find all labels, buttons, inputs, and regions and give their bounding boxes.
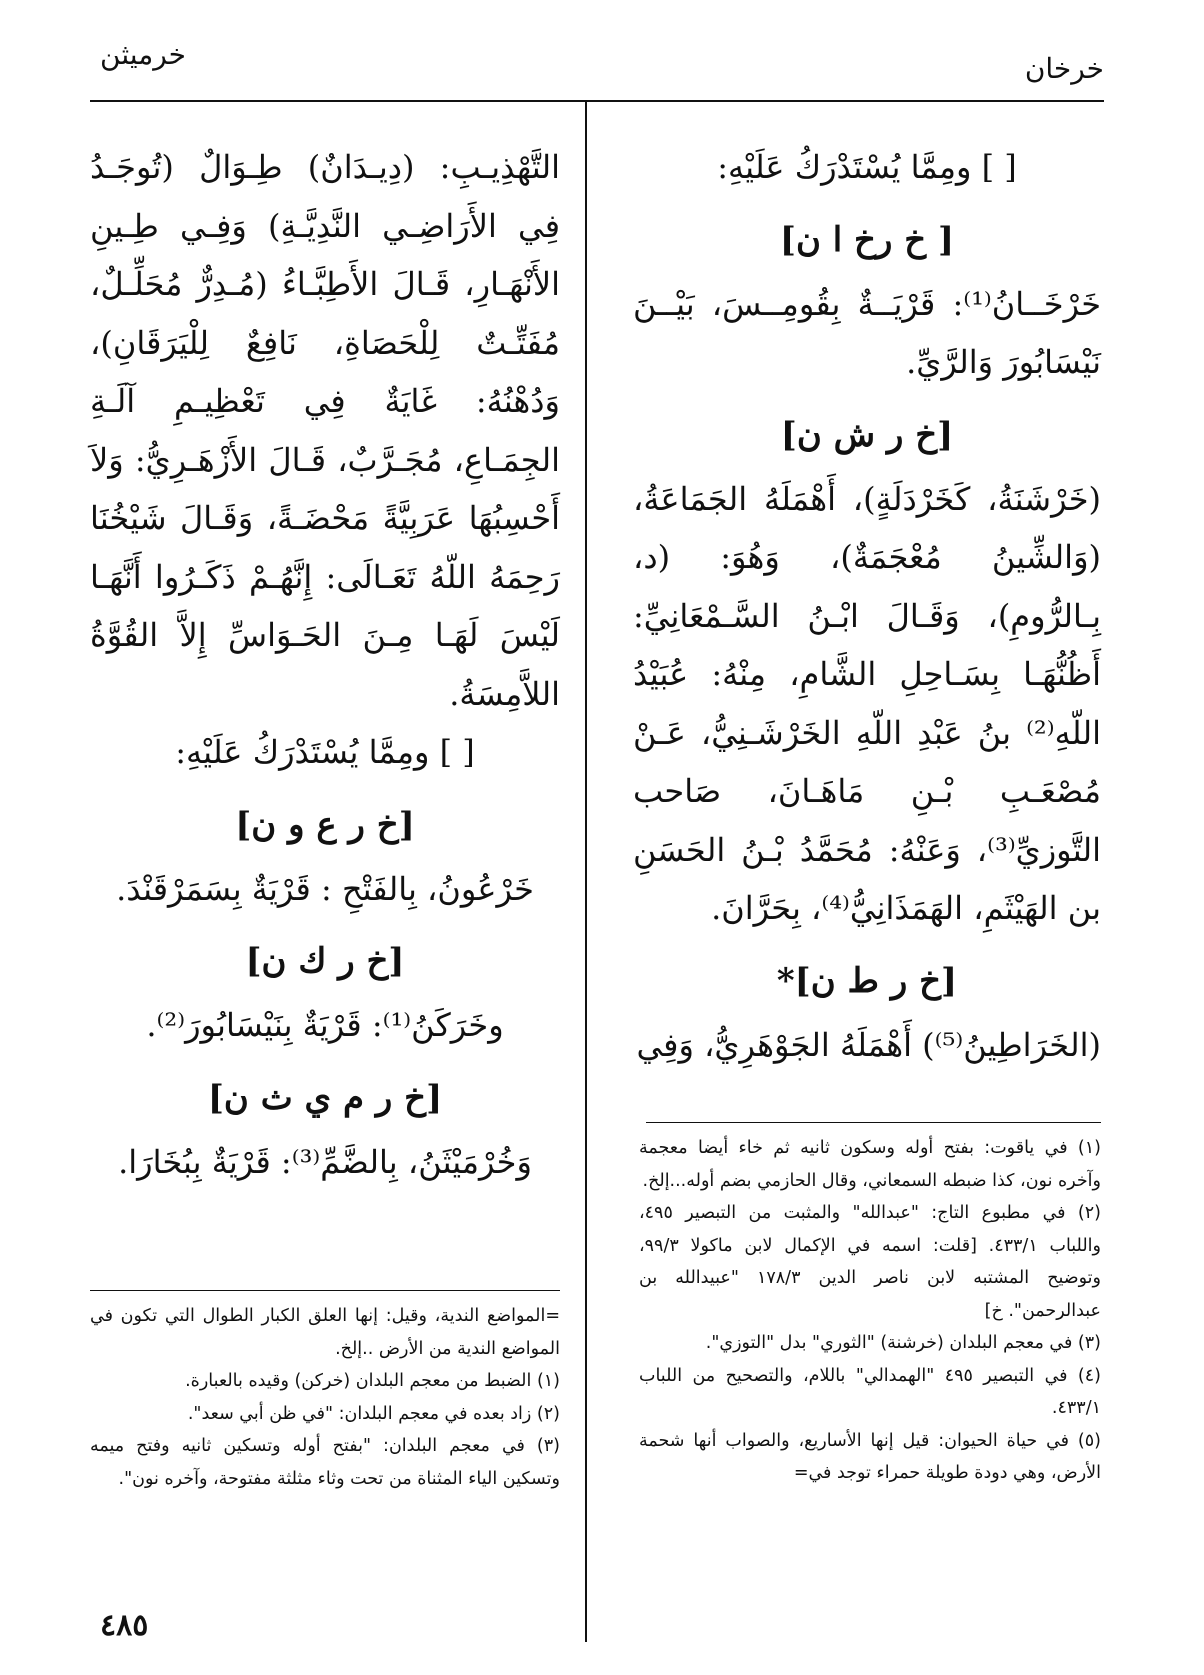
header-left-word: خرميثن [100, 38, 186, 71]
footnote-rule-left [90, 1290, 560, 1291]
right-p1: [ ] ومِمَّا يُسْتَدْرَكُ عَلَيْهِ: [717, 148, 1017, 186]
footnote-right-3: (٣) في معجم البلدان (خرشنة) "الثوري" بدل "التوزي". [705, 1333, 1101, 1353]
footnotes-left [90, 1300, 560, 1495]
header-rule [90, 100, 1104, 102]
right-p3: (خَرْشَنَةُ، كَخَرْدَلَةٍ)، أَهْمَلَهُ الجَمَاعَةُ، (وَالشِّينُ مُعْجَمَةٌ)، وَهُوَ: (د، بِـالرُّومِ)، وَقَـالَ ابْـنُ السَّـمْعَانِيِّ: أَظُنُّهَـا بِسَـاحِلِ الشَّامِ، مِنْهُ: عُبَيْدُ اللّهِ⁽²⁾ بنُ عَبْدِ اللّهِ الخَرْشَـنِيُّ، عَـنْ مُصْعَـبِ بْـنِ مَاهَـانَ، صَاحب التَّوزيِّ⁽³⁾، وَعَنْهُ: مُحَمَّدُ بْـنُ الحَسَنِ بن الهَيْثَمِ، الهَمَذَانِيُّ⁽⁴⁾، بِحَرَّانَ. [633, 479, 1101, 927]
footnote-right-1: (١) في ياقوت: بفتح أوله وسكون ثانيه ثم خاء أيضا معجمة وآخره نون، كذا ضبطه السمعاني، وقال الحازمي بضم أوله...إلخ. [639, 1138, 1101, 1191]
footnote-rule-right [646, 1122, 1101, 1123]
right-p4: (الخَرَاطِينُ⁽⁵⁾) أَهْمَلَهُ الجَوْهَرِيُّ، وَفِي [636, 1025, 1101, 1064]
left-p5: وَخُرْمَيْثَنُ، بِالضَّمِّ⁽³⁾: قَرْيَةٌ بِبُخَارَا. [118, 1142, 532, 1181]
footnote-right-5: (٥) في حياة الحيوان: قيل إنها الأساريع، والصواب أنها شحمة الأرض، وهي دودة طويلة حمراء توجد في= [639, 1430, 1101, 1483]
right-heading-3: [خ ر ط ن]* [776, 960, 958, 1001]
footnote-left-1: (١) الضبط من معجم البلدان (خركن) وقيده بالعبارة. [185, 1371, 560, 1391]
right-heading-2: [خ ر ش ن] [780, 414, 954, 455]
column-divider [585, 102, 587, 1642]
left-heading-1: [خ ر ع و ن] [235, 804, 415, 845]
right-p2: خَرْخَــانُ⁽¹⁾: قَرْيَــةٌ بِقُومِــسَ، بَيْــنَ نَيْسَابُورَ وَالرَّيِّ. [633, 284, 1101, 381]
left-heading-3: [خ ر م ي ث ن] [207, 1077, 443, 1118]
right-heading-1: [ خ رخ ا ن] [779, 219, 955, 260]
left-p2: [ ] ومِمَّا يُسْتَدْرَكُ عَلَيْهِ: [175, 733, 475, 771]
footnote-left-2: (٢) زاد بعده في معجم البلدان: "في ظن أبي سعد". [187, 1403, 560, 1424]
footnote-right-2: (٢) في مطبوع التاج: "عبدالله" والمثبت من التبصير ٤٩٥، واللباب ٤٣٣/١. [قلت: اسمه في الإكمال لابن ماكولا ٩٩/٣، وتوضيح المشتبه لابن ناصر الدين ١٧٨/٣ "عبيدالله بن عبدالرحمن". خ] [639, 1203, 1101, 1321]
left-heading-2: [خ ر ك ن] [245, 941, 405, 981]
footnote-left-3: (٣) في معجم البلدان: "بفتح أوله وتسكين ثانيه وفتح ميمه وتسكين الياء المثناة من تحت وثاء مثلثة مفتوحة، وآخره نون". [90, 1436, 560, 1489]
footnote-right-4: (٤) في التبصير ٤٩٥ "الهمدالي" باللام، والتصحيح من اللباب ٤٣٣/١. [639, 1365, 1101, 1418]
footnote-left-0: =المواضع الندية، وقيل: إنها العلق الكبار الطوال التي تكون في المواضع الندية من الأرض ..إلخ. [90, 1306, 560, 1359]
footnotes-right [639, 1132, 1101, 1490]
page-number: ٤٨٥ [100, 1608, 149, 1643]
left-column [90, 138, 560, 1191]
header-right-word: خرخان [1024, 52, 1104, 85]
left-p3: خَرْعُونُ، بِالفَتْحِ : قَرْيَةٌ بِسَمَرْقَنْدَ. [116, 869, 534, 908]
left-p4: وخَرَكَنُ⁽¹⁾: قَرْيَةٌ بِنَيْسَابُورَ⁽²⁾. [146, 1006, 504, 1044]
right-column [633, 138, 1101, 1074]
left-p1: التَّهْذِيـبِ: (دِيـدَانٌ) طِـوَالٌ (تُوجَـدُ فِي الأَرَاضِـي النَّدِيَّـةِ) وَفِـي طِـينِ الأَنْهَـارِ، قَـالَ الأَطِبَّـاءُ (مُـدِرٌّ مُحَلِّـلٌ، مُفَتِّـتٌ لِلْحَصَاةِ، نَافِعٌ لِلْيَرَقَانِ)، وَدُهْنُهُ: غَايَةٌ فِي تَعْظِيـمِ آلَـةِ الجِمَـاعِ، مُجَـرَّبٌ، قَـالَ الأَزْهَـرِيُّ: وَلاَ أَحْسِبُهَا عَرَبِيَّةً مَحْضَـةً، وَقَـالَ شَيْخُنَا رَحِمَهُ اللّهُ تَعَـالَى: إِنَّهُـمْ ذَكَـرُوا أَنَّهَـا لَيْسَ لَهَـا مِـنَ الحَـوَاسِّ إِلاَّ القُوَّةُ اللاَّمِسَةُ. [90, 148, 560, 713]
